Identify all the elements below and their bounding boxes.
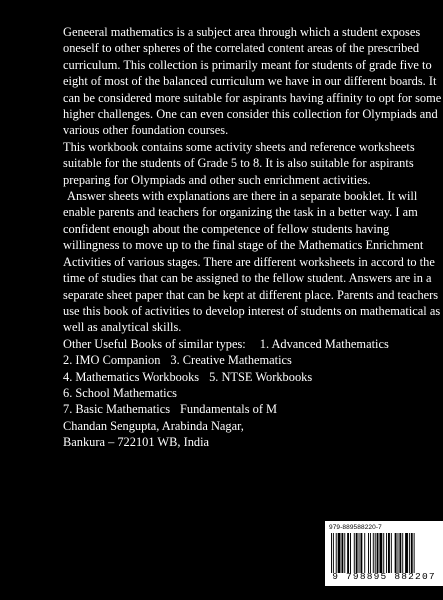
- blurb-text: [63, 24, 443, 451]
- other-books-heading: Other Useful Books of similar types:: [63, 336, 246, 351]
- paragraph-answers: Answer sheets with explanations are there in a separate booklet. It will enable parents and teachers for organizing the task in a better way. I am confident enough about the competence of fellow students having willingness to move up to the final stage of the Mathematics Enrichment Activities of various stages. There are different worksheets in accord to the time of studies that can be assigned to the fellow student. Answers are in a separate sheet paper that can be kept at different place. Parents and teachers use this book of activities to develop interest of students on mathematical as well as analytical skills.: [63, 189, 441, 335]
- barcode-bar: [341, 533, 343, 573]
- barcode-bar: [409, 533, 410, 573]
- paragraph-intro: Geneeral mathematics is a subject area through which a student exposes oneself to other spheres of the correlated content areas of the prescribed curriculum. This collection is primarily meant for students of grade five to eight of most of the balanced curriculum we have in our different boards. It can be considered more suitable for aspirants having affinity to opt for some higher challenges. One can even consider this collection for Olympiads and various other foundation courses.: [63, 25, 442, 138]
- barcode-bar: [347, 533, 349, 573]
- barcode-bar: [391, 533, 392, 573]
- other-books-line-5: [63, 401, 443, 417]
- barcode-bar: [344, 533, 345, 573]
- book-item: Fundamentals of M: [180, 402, 278, 417]
- barcode-bar: [370, 533, 371, 573]
- barcode-bar: [379, 533, 382, 573]
- other-books-line-4: [63, 385, 443, 401]
- barcode-bar: [364, 533, 365, 573]
- barcode-bar: [356, 533, 358, 573]
- isbn-barcode: [325, 521, 443, 586]
- barcode-bar: [350, 533, 351, 573]
- barcode-bar: [375, 533, 376, 573]
- book-item: 6. School Mathematics: [63, 385, 177, 400]
- barcode-icon: [329, 533, 439, 573]
- barcode-bar: [360, 533, 362, 573]
- other-books-line-3: [63, 369, 443, 385]
- barcode-bar: [359, 533, 360, 573]
- address-line-1: Chandan Sengupta, Arabinda Nagar,: [63, 418, 244, 433]
- barcode-digits: 9 798895 882207: [332, 571, 436, 582]
- book-item: 2. IMO Companion: [63, 353, 161, 368]
- barcode-bar: [402, 533, 403, 573]
- other-books-line-1: [63, 336, 443, 352]
- barcode-bar: [388, 533, 390, 573]
- address-line-2: Bankura – 722101 WB, India: [63, 435, 210, 450]
- barcode-bar: [399, 533, 401, 573]
- barcode-bar: [373, 533, 374, 573]
- barcode-bar: [414, 533, 415, 573]
- book-item: 7. Basic Mathematics: [63, 402, 171, 417]
- barcode-bar: [331, 533, 332, 573]
- barcode-bar: [338, 533, 341, 573]
- barcode-bar: [368, 533, 369, 573]
- book-item: 1. Advanced Mathematics: [259, 336, 389, 351]
- barcode-bar: [386, 533, 387, 573]
- barcode-bar: [383, 533, 384, 573]
- book-item: 3. Creative Mathematics: [170, 353, 292, 368]
- barcode-bar: [336, 533, 337, 573]
- barcode-bar: [411, 533, 413, 573]
- barcode-bar: [354, 533, 355, 573]
- book-item: 4. Mathematics Workbooks: [63, 369, 200, 384]
- paragraph-workbook: This workbook contains some activity sheets and reference worksheets suitable for the students of Grade 5 to 8. It is also suitable for aspirants preparing for Olympiads and other such enrichment activities.: [63, 139, 415, 187]
- barcode-bar: [333, 533, 334, 573]
- barcode-bar: [377, 533, 379, 573]
- other-books-list: [63, 336, 443, 451]
- barcode-bar: [395, 533, 397, 573]
- barcode-bar: [398, 533, 399, 573]
- other-books-line-2: [63, 352, 443, 368]
- barcode-bar: [405, 533, 408, 573]
- isbn-number: 979-889588220-7: [329, 524, 382, 531]
- book-item: 5. NTSE Workbooks: [209, 369, 313, 384]
